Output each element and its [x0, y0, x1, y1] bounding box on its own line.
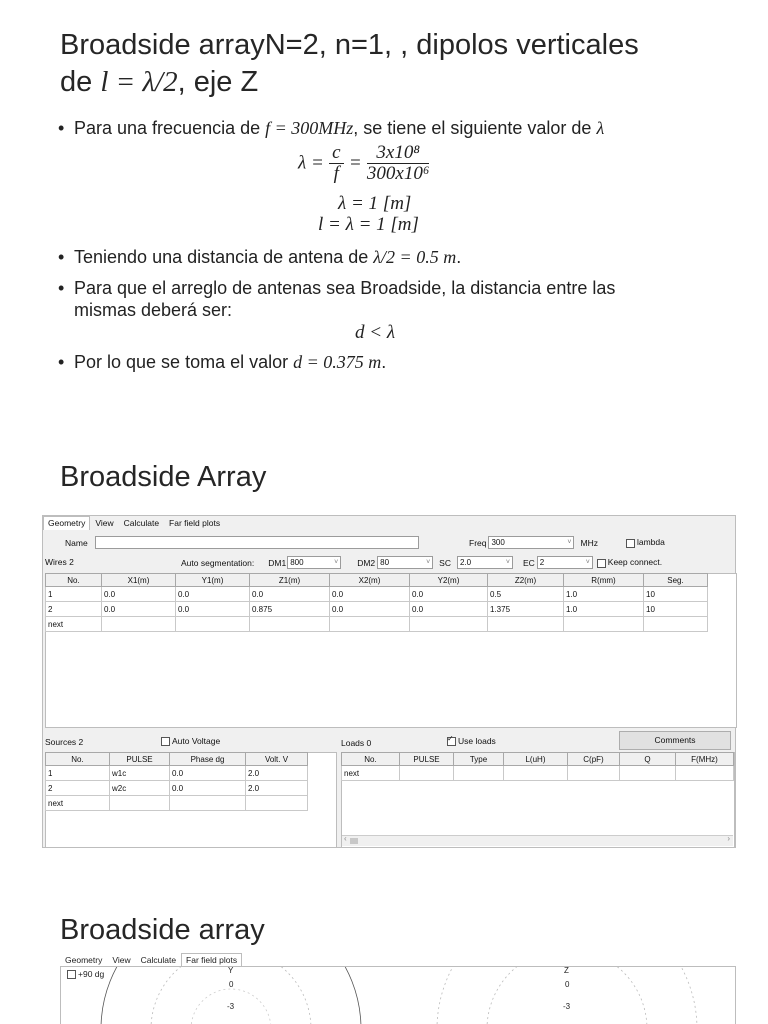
source-cell[interactable]: 1	[46, 766, 110, 781]
source-cell[interactable]: 2	[46, 781, 110, 796]
tab-bar	[43, 516, 225, 530]
autoseg-row	[181, 556, 662, 569]
keep-connect-label: Keep connect.	[607, 557, 663, 568]
scroll-thumb[interactable]	[350, 838, 358, 844]
frac-den: 300x10⁶	[366, 163, 430, 184]
load-cell[interactable]	[620, 766, 676, 781]
autoseg-label: Auto segmentation:	[181, 557, 255, 568]
load-header-cell[interactable]: Type	[454, 753, 504, 766]
right-minus3-label: -3	[563, 1002, 571, 1011]
source-row[interactable]	[46, 796, 308, 811]
use-loads-label: Use loads	[458, 736, 496, 746]
wire-cell[interactable]: 1.0	[564, 602, 644, 617]
bullet-math: d = 0.375 m	[293, 352, 382, 372]
use-loads-checkbox[interactable]	[447, 737, 456, 746]
source-row[interactable]	[46, 766, 308, 781]
bullet-math: λ/2 = 0.5 m	[373, 247, 457, 267]
loads-table	[341, 752, 734, 781]
freq-unit: MHz	[580, 537, 598, 548]
right-polar-grid	[437, 967, 697, 1024]
left-inner-circle	[151, 967, 311, 1024]
source-cell[interactable]	[246, 796, 308, 811]
source-header-cell[interactable]: Volt. V	[246, 753, 308, 766]
wire-cell[interactable]: 0.0	[410, 587, 488, 602]
source-cell[interactable]: next	[46, 796, 110, 811]
chevron-down-icon: ˅	[505, 559, 510, 566]
keep-connect-toggle[interactable]	[597, 557, 662, 567]
sources-header-row	[46, 753, 308, 766]
tab-geometry[interactable]: Geometry	[43, 516, 90, 530]
deg-label: +90 dg	[78, 969, 105, 979]
sources-count: Sources 2	[45, 737, 84, 747]
wire-row[interactable]	[46, 617, 708, 632]
fraction-c-f	[329, 143, 343, 184]
title-math: l = λ/2	[100, 66, 178, 98]
wire-cell[interactable]: 0.0	[330, 587, 410, 602]
scroll-right-icon[interactable]: ›	[727, 834, 730, 843]
name-row	[65, 536, 419, 549]
wire-header-cell[interactable]: X1(m)	[102, 574, 176, 587]
freq-label: Freq	[469, 537, 487, 548]
dm2-select[interactable]	[377, 556, 433, 569]
wire-cell[interactable]: 1.375	[488, 602, 564, 617]
wire-header-cell[interactable]: Seg.	[644, 574, 708, 587]
source-row[interactable]	[46, 781, 308, 796]
chevron-down-icon: ˅	[585, 559, 590, 566]
dm1-select[interactable]	[287, 556, 341, 569]
bullet-suffix: .	[456, 247, 462, 267]
wire-cell[interactable]: 10	[644, 587, 708, 602]
title-suffix: , eje Z	[177, 66, 259, 98]
wire-cell[interactable]	[176, 617, 250, 632]
right-outer-circle	[437, 967, 697, 1024]
chevron-down-icon: ˅	[334, 559, 339, 566]
load-cell[interactable]	[400, 766, 454, 781]
load-header-cell[interactable]: Q	[620, 753, 676, 766]
source-cell[interactable]: 2.0	[246, 766, 308, 781]
dm2-value: 80	[380, 558, 390, 567]
wire-cell[interactable]: 10	[644, 602, 708, 617]
loads-header-row	[342, 753, 734, 766]
chevron-down-icon: ˅	[426, 559, 431, 566]
sc-value: 2.0	[459, 558, 472, 567]
sc-label: SC	[439, 557, 451, 568]
bullet-text: Para que el arreglo de antenas sea Broadside, la distancia entre las	[74, 278, 616, 298]
freq-value: 300	[491, 538, 505, 547]
ec-select[interactable]	[537, 556, 593, 569]
mmana-geometry-panel	[42, 515, 736, 848]
name-label: Name	[65, 537, 88, 548]
wire-row[interactable]	[46, 602, 708, 617]
lambda-equation	[298, 143, 429, 184]
freq-select[interactable]	[488, 536, 574, 549]
slide2-title: Broadside Array	[60, 461, 267, 493]
ec-label: EC	[522, 557, 535, 568]
right-inner-circle	[487, 967, 647, 1024]
bullet-suffix: .	[381, 352, 387, 372]
load-cell[interactable]: next	[342, 766, 400, 781]
chevron-down-icon: ˅	[567, 539, 572, 546]
bullet-value: • Por lo que se toma el valor d = 0.375 m.	[58, 352, 387, 372]
dm2-label: DM2	[357, 557, 376, 568]
wire-header-cell[interactable]: R(mm)	[564, 574, 644, 587]
dm1-label: DM1	[268, 557, 287, 568]
load-cell[interactable]	[454, 766, 504, 781]
bullet-suffix: , se tiene el siguiente valor de	[353, 118, 597, 138]
wire-cell[interactable]: 0.0	[410, 602, 488, 617]
lambda-toggle[interactable]	[626, 537, 665, 547]
wire-header-cell[interactable]: Y2(m)	[410, 574, 488, 587]
auto-voltage-toggle[interactable]	[161, 736, 220, 746]
left-minus3-label: -3	[227, 1002, 235, 1011]
load-header-cell[interactable]: L(uH)	[504, 753, 568, 766]
lambda-label: lambda	[636, 537, 665, 548]
bullet-text: Teniendo una distancia de antena de	[74, 247, 374, 267]
name-input[interactable]	[95, 536, 419, 549]
slide3-title: Broadside array	[60, 914, 265, 946]
ec-value: 2	[539, 558, 545, 567]
wire-header-cell[interactable]: X2(m)	[330, 574, 410, 587]
bullet-text: Por lo que se toma el valor	[74, 352, 294, 372]
load-row[interactable]	[342, 766, 734, 781]
wire-cell[interactable]	[488, 617, 564, 632]
wire-cell[interactable]	[250, 617, 330, 632]
wire-row[interactable]	[46, 587, 708, 602]
title-prefix: de	[60, 66, 101, 98]
use-loads-toggle[interactable]	[447, 736, 496, 746]
lambda-result: λ = 1 [m]	[338, 193, 412, 214]
load-header-cell[interactable]: C(pF)	[568, 753, 620, 766]
left-axis-label: Y	[228, 966, 234, 975]
source-cell[interactable]: w2c	[110, 781, 170, 796]
tab-calculate[interactable]: Calculate	[123, 518, 160, 528]
load-cell[interactable]	[504, 766, 568, 781]
slide1-title-line2	[60, 65, 258, 99]
eq-lhs: λ =	[298, 152, 324, 174]
bullet-broadside: • Para que el arreglo de antenas sea Broadside, la distancia entre las mismas deberá ser:	[58, 278, 616, 320]
wire-cell[interactable]: next	[46, 617, 102, 632]
wire-cell[interactable]: 1.0	[564, 587, 644, 602]
loads-count: Loads 0	[341, 738, 372, 748]
bullet-frequency: • Para una frecuencia de f = 300MHz, se tiene el siguiente valor de λ	[58, 118, 605, 138]
right-zero-label: 0	[565, 980, 570, 989]
source-header-cell[interactable]: Phase dg	[170, 753, 246, 766]
wires-count: Wires 2	[45, 557, 74, 567]
keep-connect-checkbox[interactable]	[597, 559, 606, 568]
wire-cell[interactable]	[102, 617, 176, 632]
scroll-left-icon[interactable]: ‹	[344, 834, 347, 843]
lambda-checkbox[interactable]	[626, 539, 635, 548]
source-cell[interactable]: 2.0	[246, 781, 308, 796]
source-cell[interactable]: 0.0	[170, 766, 246, 781]
load-header-cell[interactable]: F(MHz)	[676, 753, 734, 766]
wire-cell[interactable]: 0.0	[250, 587, 330, 602]
source-cell[interactable]	[170, 796, 246, 811]
tab-far-field-plots[interactable]: Far field plots	[169, 518, 221, 528]
wire-cell[interactable]: 0.875	[250, 602, 330, 617]
wire-header-cell[interactable]: No.	[46, 574, 102, 587]
load-header-cell[interactable]: PULSE	[400, 753, 454, 766]
wire-cell[interactable]: 0.0	[102, 587, 176, 602]
slide1-title-line1: Broadside arrayN=2, n=1, , dipolos verticales	[60, 29, 639, 61]
wire-header-cell[interactable]: Z2(m)	[488, 574, 564, 587]
tab-view[interactable]: View	[95, 518, 114, 528]
left-outer-circle	[101, 967, 361, 1024]
bullet-text: mismas deberá ser:	[74, 300, 233, 320]
wire-cell[interactable]: 0.0	[176, 602, 250, 617]
source-header-cell[interactable]: PULSE	[110, 753, 170, 766]
polar-plots	[61, 967, 736, 1024]
source-cell[interactable]: w1c	[110, 766, 170, 781]
load-cell[interactable]	[568, 766, 620, 781]
plot-tab-bar	[60, 953, 242, 966]
wire-cell[interactable]: 0.0	[102, 602, 176, 617]
wire-header-cell[interactable]: Y1(m)	[176, 574, 250, 587]
right-axis-label: Z	[564, 966, 569, 975]
wire-cell[interactable]	[410, 617, 488, 632]
source-header-cell[interactable]: No.	[46, 753, 110, 766]
length-result: l = λ = 1 [m]	[318, 214, 419, 235]
bullet-distance: • Teniendo una distancia de antena de λ/2 = 0.5 m.	[58, 247, 462, 267]
wire-cell[interactable]: 1	[46, 587, 102, 602]
tab-geometry[interactable]: Geometry	[65, 955, 103, 965]
sources-table	[45, 752, 308, 811]
wire-cell[interactable]: 2	[46, 602, 102, 617]
frac-num: 3x10⁸	[367, 143, 430, 164]
wire-cell[interactable]	[330, 617, 410, 632]
far-field-plot-panel	[60, 966, 736, 1024]
source-cell[interactable]: 0.0	[170, 781, 246, 796]
source-cell[interactable]	[110, 796, 170, 811]
wire-cell[interactable]	[564, 617, 644, 632]
freq-row	[469, 536, 665, 549]
load-header-cell[interactable]: No.	[342, 753, 400, 766]
wire-cell[interactable]	[644, 617, 708, 632]
wire-cell[interactable]: 0.5	[488, 587, 564, 602]
auto-voltage-label: Auto Voltage	[172, 736, 221, 746]
wires-header-row	[46, 574, 708, 587]
wire-cell[interactable]: 0.0	[330, 602, 410, 617]
wire-cell[interactable]: 0.0	[176, 587, 250, 602]
eq-equals: =	[348, 152, 362, 174]
auto-voltage-checkbox[interactable]	[161, 737, 170, 746]
comments-button[interactable]: Comments	[619, 731, 731, 750]
tab-calculate[interactable]: Calculate	[140, 955, 177, 965]
left-polar-grid	[101, 967, 361, 1024]
left-zero-label: 0	[229, 980, 234, 989]
loads-scrollbar[interactable]	[342, 835, 733, 846]
tab-far-field-plots[interactable]: Far field plots	[181, 953, 242, 966]
bullet-text: Para una frecuencia de	[74, 118, 266, 138]
tab-view[interactable]: View	[112, 955, 131, 965]
bullet-math: f = 300MHz	[265, 118, 354, 138]
sc-select[interactable]	[457, 556, 513, 569]
wire-header-cell[interactable]: Z1(m)	[250, 574, 330, 587]
fraction-values	[367, 143, 430, 184]
frac-num: c	[329, 143, 343, 164]
wires-table	[45, 573, 708, 632]
load-cell[interactable]	[676, 766, 734, 781]
dm1-value: 800	[290, 558, 304, 567]
bullet-lambda: λ	[596, 118, 605, 138]
distance-condition: d < λ	[355, 322, 396, 343]
frac-den: f	[333, 163, 339, 184]
